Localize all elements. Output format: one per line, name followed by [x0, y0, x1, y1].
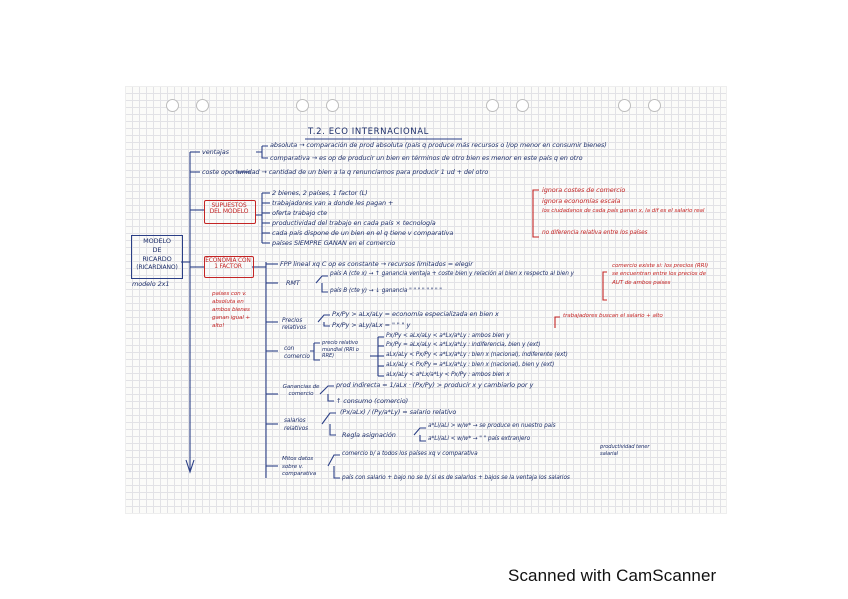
supuesto-3: oferta trabajo cte — [272, 209, 328, 217]
comercio-caso-3: aLx/aLy < Px/Py < a*Lx/a*Ly : bien x (nacional), indiferente (ext) — [386, 352, 568, 358]
binder-hole — [326, 99, 339, 112]
ganancias-label: Ganancias de comercio — [282, 384, 320, 398]
ventaja-comparativa: comparativa → es op de producir un bien en términos de otro bien es menor en este país q en otro — [270, 154, 583, 162]
comercio-sub: precio relativo mundial (RRI o RRE) — [322, 340, 359, 359]
binder-hole — [296, 99, 309, 112]
comercio-caso-4: aLx/aLy < Px/Py = a*Lx/a*Ly : bien x (nacional), bien y (ext) — [386, 362, 555, 368]
fpp-text: FPP lineal xq C op es constante → recursos limitados = elegir — [280, 260, 473, 268]
ganancias-1: prod indirecta = 1/aLx · (Px/Py) > producir x y cambiarlo por y — [336, 381, 534, 389]
supuesto-5: cada país dispone de un bien en el q tiene v comparativa — [272, 229, 454, 237]
salarios-2: a*Li/aLi > w/w* → se produce en nuestro país — [428, 423, 556, 429]
rmt-pais-b: país B (cte y) → ↓ ganancia " " " " " " " " — [330, 288, 442, 294]
supuestos-label: SUPUESTOS DEL MODELO — [209, 202, 249, 215]
mitos-1: comercio b/ a todos los países xq v comparativa — [342, 451, 478, 457]
precios-2: Px/Py > aLy/aLx = " " " y — [332, 321, 411, 329]
ganancias-2: ↑ consumo (comercio) — [336, 397, 409, 405]
root-line-4: (RICARDIANO) — [136, 264, 178, 271]
rmt-note: comercio existe si: los precios (RRI) se encuentran entre los precios de AUT de ambos países — [612, 263, 709, 286]
supuesto-note-1: ignora costes de comercio — [542, 186, 626, 194]
root-line-2: DE — [152, 246, 162, 254]
precios-1: Px/Py > aLx/aLy = economía especializada en bien x — [332, 310, 499, 318]
binder-hole — [618, 99, 631, 112]
page-title: T.2. ECO INTERNACIONAL — [308, 127, 429, 137]
salarios-1: (Px/aLx) / (Py/a*Ly) = salario relativo — [340, 408, 457, 416]
binder-hole — [196, 99, 209, 112]
root-sub: modelo 2x1 — [132, 280, 170, 288]
binder-hole — [516, 99, 529, 112]
mitos-1b: productividad tener salarial — [600, 444, 650, 457]
precios-note: trabajadores buscan el salario + alto — [563, 313, 663, 319]
comercio-caso-5: aLx/aLy < a*Lx/a*Ly < Px/Py : ambos bien x — [386, 372, 510, 378]
ventaja-absoluta: absoluta → comparación de prod absoluta (país q produce más recursos o l/op menor en consumir bienes) — [270, 141, 607, 149]
supuesto-6: países SIEMPRE GANAN en el comercio — [272, 239, 396, 247]
precios-label: Precios relativos — [282, 318, 307, 331]
salarios-3: a*Li/aLi < w/w* → " " país extranjero — [428, 436, 531, 442]
supuesto-2: trabajadores van a donde les pagan + — [272, 199, 394, 207]
ventajas-label: ventajas — [202, 148, 229, 156]
comercio-caso-2: Px/Py = aLx/aLy < a*Lx/a*Ly : indiferencia, bien y (ext) — [386, 342, 541, 348]
binder-hole — [648, 99, 661, 112]
supuesto-4: productividad del trabajo en cada país × tecnología — [272, 219, 436, 227]
comercio-caso-1: Px/Py < aLx/aLy < a*Lx/a*Ly : ambos bien y — [386, 333, 510, 339]
root-line-3: RICARDO — [142, 255, 172, 263]
supuesto-note-3: los ciudadanos de cada país ganan x, la dif es el salario real — [542, 208, 705, 214]
rmt-label: RMT — [286, 279, 300, 287]
coste-oportunidad: coste oportunidad → cantidad de un bien a la q renunciamos para producir 1 ud + del otro — [202, 168, 489, 176]
comercio-label: con comercio — [284, 346, 310, 360]
mitos-label: Mitos datos sobre v. comparativa — [282, 456, 317, 478]
supuesto-note-4: no diferencia relativa entre los países — [542, 230, 648, 236]
rmt-pais-a: país A (cte x) → ↑ ganancia ventaja + coste bien y relación al bien x respecto al bien y — [330, 271, 574, 277]
economia-label: ECONOMÍA CON 1 FACTOR — [205, 258, 251, 270]
supuesto-1: 2 bienes, 2 países, 1 factor (L) — [272, 189, 368, 197]
mitos-2: país con salario + bajo no se b/ si es de salarios + bajos se la ventaja los salarios — [342, 475, 570, 481]
scanner-watermark: Scanned with CamScanner — [508, 566, 717, 585]
salarios-label: salarios relativos — [284, 418, 309, 432]
supuesto-note-2: ignora economías escala — [542, 197, 621, 205]
regla-asignacion: Regla asignación — [342, 431, 396, 439]
binder-hole — [486, 99, 499, 112]
economia-side-note: países con v. absoluta en ambos bienes ganan igual + alto! — [212, 291, 251, 330]
binder-hole — [166, 99, 179, 112]
root-line-1: MODELO — [143, 237, 171, 245]
